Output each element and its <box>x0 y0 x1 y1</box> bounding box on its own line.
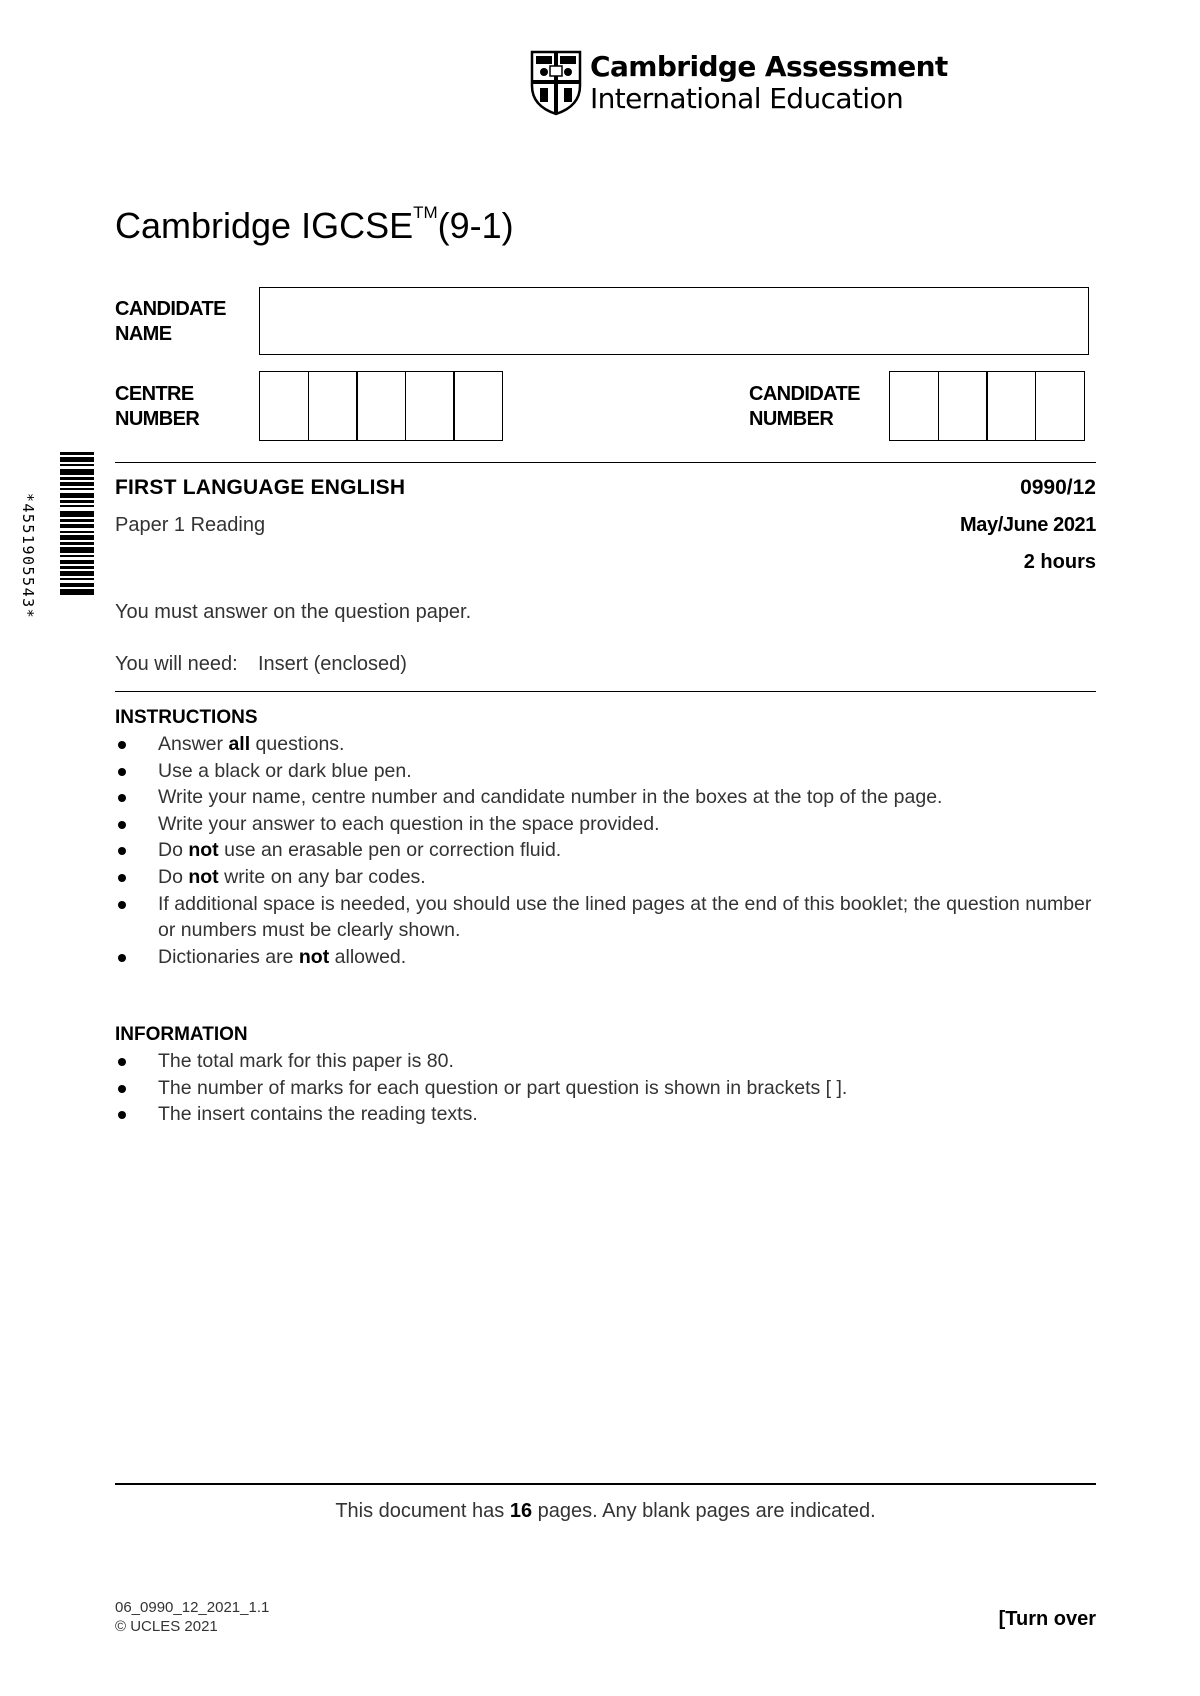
list-item: Answer all questions. <box>115 731 1095 758</box>
barcode-bar <box>60 469 94 475</box>
paper-code: 0990/12 <box>1020 476 1096 499</box>
crest-icon <box>530 50 582 116</box>
barcode-bar <box>60 524 94 528</box>
qualification-title <box>115 205 514 247</box>
barcode-bar <box>60 560 94 564</box>
materials-needed <box>115 653 407 676</box>
centre-number-digit-box[interactable] <box>259 371 309 441</box>
candidate-number-label <box>749 382 860 432</box>
list-item: The number of marks for each question or part question is shown in brackets [ ]. <box>115 1075 1095 1102</box>
exam-duration: 2 hours <box>1023 551 1096 573</box>
centre-number-digit-box[interactable] <box>308 371 358 441</box>
information-heading: INFORMATION <box>115 1024 248 1045</box>
list-item: The insert contains the reading texts. <box>115 1101 1095 1128</box>
barcode-bar <box>60 535 94 540</box>
list-item: The total mark for this paper is 80. <box>115 1048 1095 1075</box>
page-count-note: This document has 16 pages. Any blank pages are indicated. <box>335 1500 876 1522</box>
candidate-number-digit-box[interactable] <box>938 371 988 441</box>
barcode-bar <box>60 531 94 533</box>
cambridge-logo <box>530 50 948 116</box>
barcode-bar <box>60 477 94 480</box>
barcode-bar <box>60 589 94 595</box>
barcode-bar <box>60 505 94 507</box>
title-suffix: (9-1) <box>437 205 514 246</box>
list-item: Use a black or dark blue pen. <box>115 758 1095 785</box>
logo-line-2: International Education <box>590 82 904 115</box>
divider-middle <box>115 691 1096 692</box>
candidate-number-label-line1: CANDIDATE <box>749 383 860 405</box>
instructions-list <box>115 731 1095 970</box>
exam-session: May/June 2021 <box>960 514 1096 536</box>
candidate-number-digit-box[interactable] <box>1035 371 1085 441</box>
centre-number-boxes <box>259 371 503 441</box>
barcode-bar <box>60 583 94 587</box>
copyright: © UCLES 2021 <box>115 1618 218 1635</box>
divider-top <box>115 462 1096 463</box>
list-item: If additional space is needed, you should use the lined pages at the end of this booklet; the question number or numbers must be clearly shown. <box>115 891 1095 944</box>
candidate-name-label-line1: CANDIDATE <box>115 298 226 320</box>
candidate-name-label-line2: NAME <box>115 323 172 345</box>
candidate-number-digit-box[interactable] <box>889 371 939 441</box>
centre-number-digit-box[interactable] <box>405 371 455 441</box>
centre-number-digit-box[interactable] <box>356 371 406 441</box>
candidate-name-label <box>115 297 226 347</box>
barcode-icon <box>60 452 94 684</box>
candidate-number-digit-box[interactable] <box>986 371 1036 441</box>
barcode-bar <box>60 457 94 462</box>
barcode-bar <box>60 571 94 576</box>
barcode-bar <box>60 452 94 455</box>
instructions-heading: INSTRUCTIONS <box>115 707 258 728</box>
barcode-bar <box>60 482 94 486</box>
candidate-number-boxes <box>889 371 1085 441</box>
barcode-bar <box>60 493 94 498</box>
barcode-bar <box>60 511 94 517</box>
barcode-bar <box>60 578 94 580</box>
reference-code: 06_0990_12_2021_1.1 <box>115 1599 270 1616</box>
document-reference <box>115 1598 269 1636</box>
barcode-bar <box>60 547 94 553</box>
materials-value: Insert (enclosed) <box>258 653 407 675</box>
divider-bottom <box>115 1483 1096 1485</box>
list-item: Dictionaries are not allowed. <box>115 944 1095 971</box>
information-list <box>115 1048 1095 1128</box>
list-item: Write your answer to each question in the space provided. <box>115 811 1095 838</box>
candidate-number-label-line2: NUMBER <box>749 408 834 430</box>
list-item: Do not use an erasable pen or correction fluid. <box>115 837 1095 864</box>
paper-name: Paper 1 Reading <box>115 514 266 536</box>
materials-label: You will need: <box>115 653 238 675</box>
centre-number-digit-box[interactable] <box>453 371 503 441</box>
barcode-bar <box>60 566 94 569</box>
centre-number-label-line1: CENTRE <box>115 383 194 405</box>
barcode-bar <box>60 500 94 503</box>
turn-over: [Turn over <box>998 1608 1096 1630</box>
centre-number-label-line2: NUMBER <box>115 408 200 430</box>
list-item: Do not write on any bar codes. <box>115 864 1095 891</box>
barcode-bar <box>60 519 94 522</box>
trademark: TM <box>413 203 438 222</box>
title-text: Cambridge IGCSE <box>115 205 414 246</box>
logo-line-1: Cambridge Assessment <box>590 50 948 83</box>
subject-title: FIRST LANGUAGE ENGLISH <box>115 476 406 499</box>
barcode-bar <box>60 555 94 557</box>
list-item: Write your name, centre number and candidate number in the boxes at the top of the page. <box>115 784 1095 811</box>
centre-number-label <box>115 382 199 432</box>
answer-instruction: You must answer on the question paper. <box>115 601 472 623</box>
barcode-bar <box>60 488 94 490</box>
barcode-bar <box>60 464 94 466</box>
barcode-bar <box>60 542 94 545</box>
candidate-name-box[interactable] <box>259 287 1089 355</box>
